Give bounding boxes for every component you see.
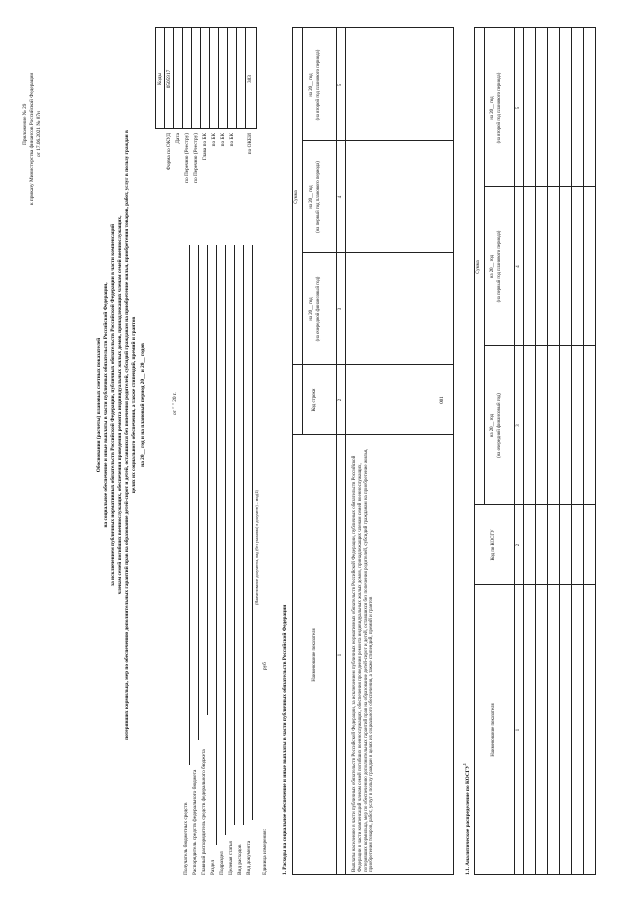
subsection-label: Подраздел	[219, 851, 225, 875]
s11-colnum-4: 4	[516, 265, 521, 268]
expense-type-label: Вид расходов	[237, 844, 243, 875]
okei-code-value: 383	[247, 75, 253, 83]
section-label: Раздел	[210, 860, 216, 875]
appendix-order: к приказу Министерства финансов Российской Федерации	[29, 72, 35, 205]
section11-title-footnote: 1	[463, 763, 467, 766]
recipient-label: Получатель бюджетных средств	[183, 802, 189, 875]
s1-header-y2: на 20__ год	[309, 185, 314, 209]
form-title-line5: потерявших кормильца, мер по обеспечению дополнительных гарантий прав на образование детей-сирот и детей, оставшихся без попечения родителей, субсидий гражданам на приобретение жилья, приобретения товаров, работ, услуг в пользу граждан в	[124, 130, 130, 740]
unit-value: руб	[262, 662, 268, 670]
form-title-period: на 20__ год и на плановый период 20__ и 20__ годов	[140, 343, 146, 467]
form-title-line6: целях их социального обеспечения, а также стипендий, премий и грантов	[131, 316, 137, 494]
appendix-date: от 17.06.2021 № 87н	[36, 111, 42, 157]
s1-header-sum: Сумма	[294, 190, 299, 204]
date-label: Дата	[175, 133, 181, 144]
s1-header-y1: на 20__ год	[309, 297, 314, 321]
appendix-number: Приложение № 29	[22, 103, 28, 145]
section11-title	[462, 763, 471, 875]
form-date-line: от " " 20 г.	[172, 392, 178, 415]
section11-title-text: 1.1. Аналитическое распределение по КОСГУ	[464, 765, 471, 875]
form-title-line4: членам семей погибших военнослужащих, обеспечения проведения ремонта индивидуальных жилых домов, принадлежащих членам семей военнослужащих,	[117, 215, 123, 595]
s1-colnum-4: 4	[338, 195, 343, 199]
s11-colnum-3: 3	[516, 424, 521, 427]
bk-label-1: по БК	[211, 133, 217, 147]
form-title-line3: за исключением публичных нормативных обязательств Российской Федерации, публичных обязательств Российской Федерации в части компенсаций	[110, 223, 116, 587]
s1-row-description: Выплаты населению в части публичных обязательств Российской Федерации, за исключением публичных нормативных обязательств Российской Федерации, публичных обязательств Российской Федерации в части компенсаций членам семей погибших военнослужащих, обеспечения проведения ремонта индивидуальных жилых домов, принадлежащих членам семей военнослужащих, потерявших кормильца, мер по обеспечению дополнительных гарантий прав на образование детей-сирот и детей, оставшихся без попечения родителей, субсидий гражданам на приобретение жилья, приобретения товаров, работ, услуг в пользу граждан в целях их социального обеспечения, а также стипендий, премий и грантов	[352, 448, 375, 872]
s1-header-name: Наименование показателя	[312, 628, 317, 682]
document-type-hint: (Наименование документа, вид (без указания) в документ) – мод(4)	[254, 490, 259, 605]
s11-header-y2-sub: (на первый год планового периода)	[497, 230, 502, 303]
form-code-value: 0505917	[166, 69, 172, 89]
s1-header-y1-sub: (на очередной финансовый год)	[316, 276, 321, 342]
document-type-label: Вид документа	[246, 840, 252, 875]
form-title-line1: Обоснования (расчеты) плановых сметных показателей	[96, 337, 102, 473]
target-article-label: Целевая статья	[228, 841, 234, 875]
chief-manager-label: Главный распорядитель средств федерального бюджета	[201, 749, 207, 875]
unit-label: Единица измерения:	[262, 828, 268, 875]
s11-colnum-2: 2	[516, 543, 521, 547]
s1-colnum-1: 1	[338, 653, 343, 657]
bk-label-3: по БК	[229, 133, 235, 147]
s11-header-name: Наименование показателя	[491, 703, 496, 757]
s11-header-y3-sub: (на второй год планового периода)	[497, 72, 502, 144]
s1-header-y3: на 20__ год	[309, 73, 314, 97]
chapter-bk-label: Глава по БК	[202, 133, 208, 161]
form-title-line2: на социальное обеспечение и иные выплаты в части публичных обязательств Российской Федерации,	[103, 282, 109, 528]
registry-label-2: по Перечню (Реестру)	[193, 133, 199, 183]
bk-label-2: по БК	[220, 133, 226, 147]
s1-row-code: 001	[440, 396, 445, 404]
s11-header-y2: на 20__ год	[490, 254, 495, 279]
okei-label: по ОКЕИ	[247, 133, 253, 155]
s1-colnum-3: 3	[338, 307, 343, 311]
s1-header-code: Код строки	[312, 388, 317, 412]
s11-header-y1-sub: (на очередной финансовый год)	[497, 393, 502, 458]
s1-colnum-5: 5	[338, 83, 343, 87]
s1-header-y2-sub: (на первый год планового периода)	[316, 161, 321, 233]
codes-header: Коды	[157, 72, 163, 86]
s11-colnum-1: 1	[516, 728, 521, 732]
s1-header-y3-sub: (на второй год планового периода)	[316, 49, 321, 121]
registry-label-1: по Перечню (Реестру)	[184, 133, 190, 183]
s1-colnum-2: 2	[338, 398, 343, 402]
manager-label: Распорядитель средств федерального бюджета	[192, 769, 198, 875]
s11-colnum-5: 5	[516, 106, 521, 110]
section1-title: 1. Расходы на социальное обеспечение и иные выплаты в части публичных обязательств Российской Федерации	[282, 604, 288, 875]
s11-header-y3: на 20__ год	[490, 96, 495, 120]
s11-header-y1: на 20__ год	[490, 413, 495, 438]
s11-header-sum: Сумма	[476, 260, 481, 274]
form-okud-label: Форма по ОКУД	[166, 133, 172, 171]
s11-header-code: Код по КОСГУ	[491, 529, 496, 561]
